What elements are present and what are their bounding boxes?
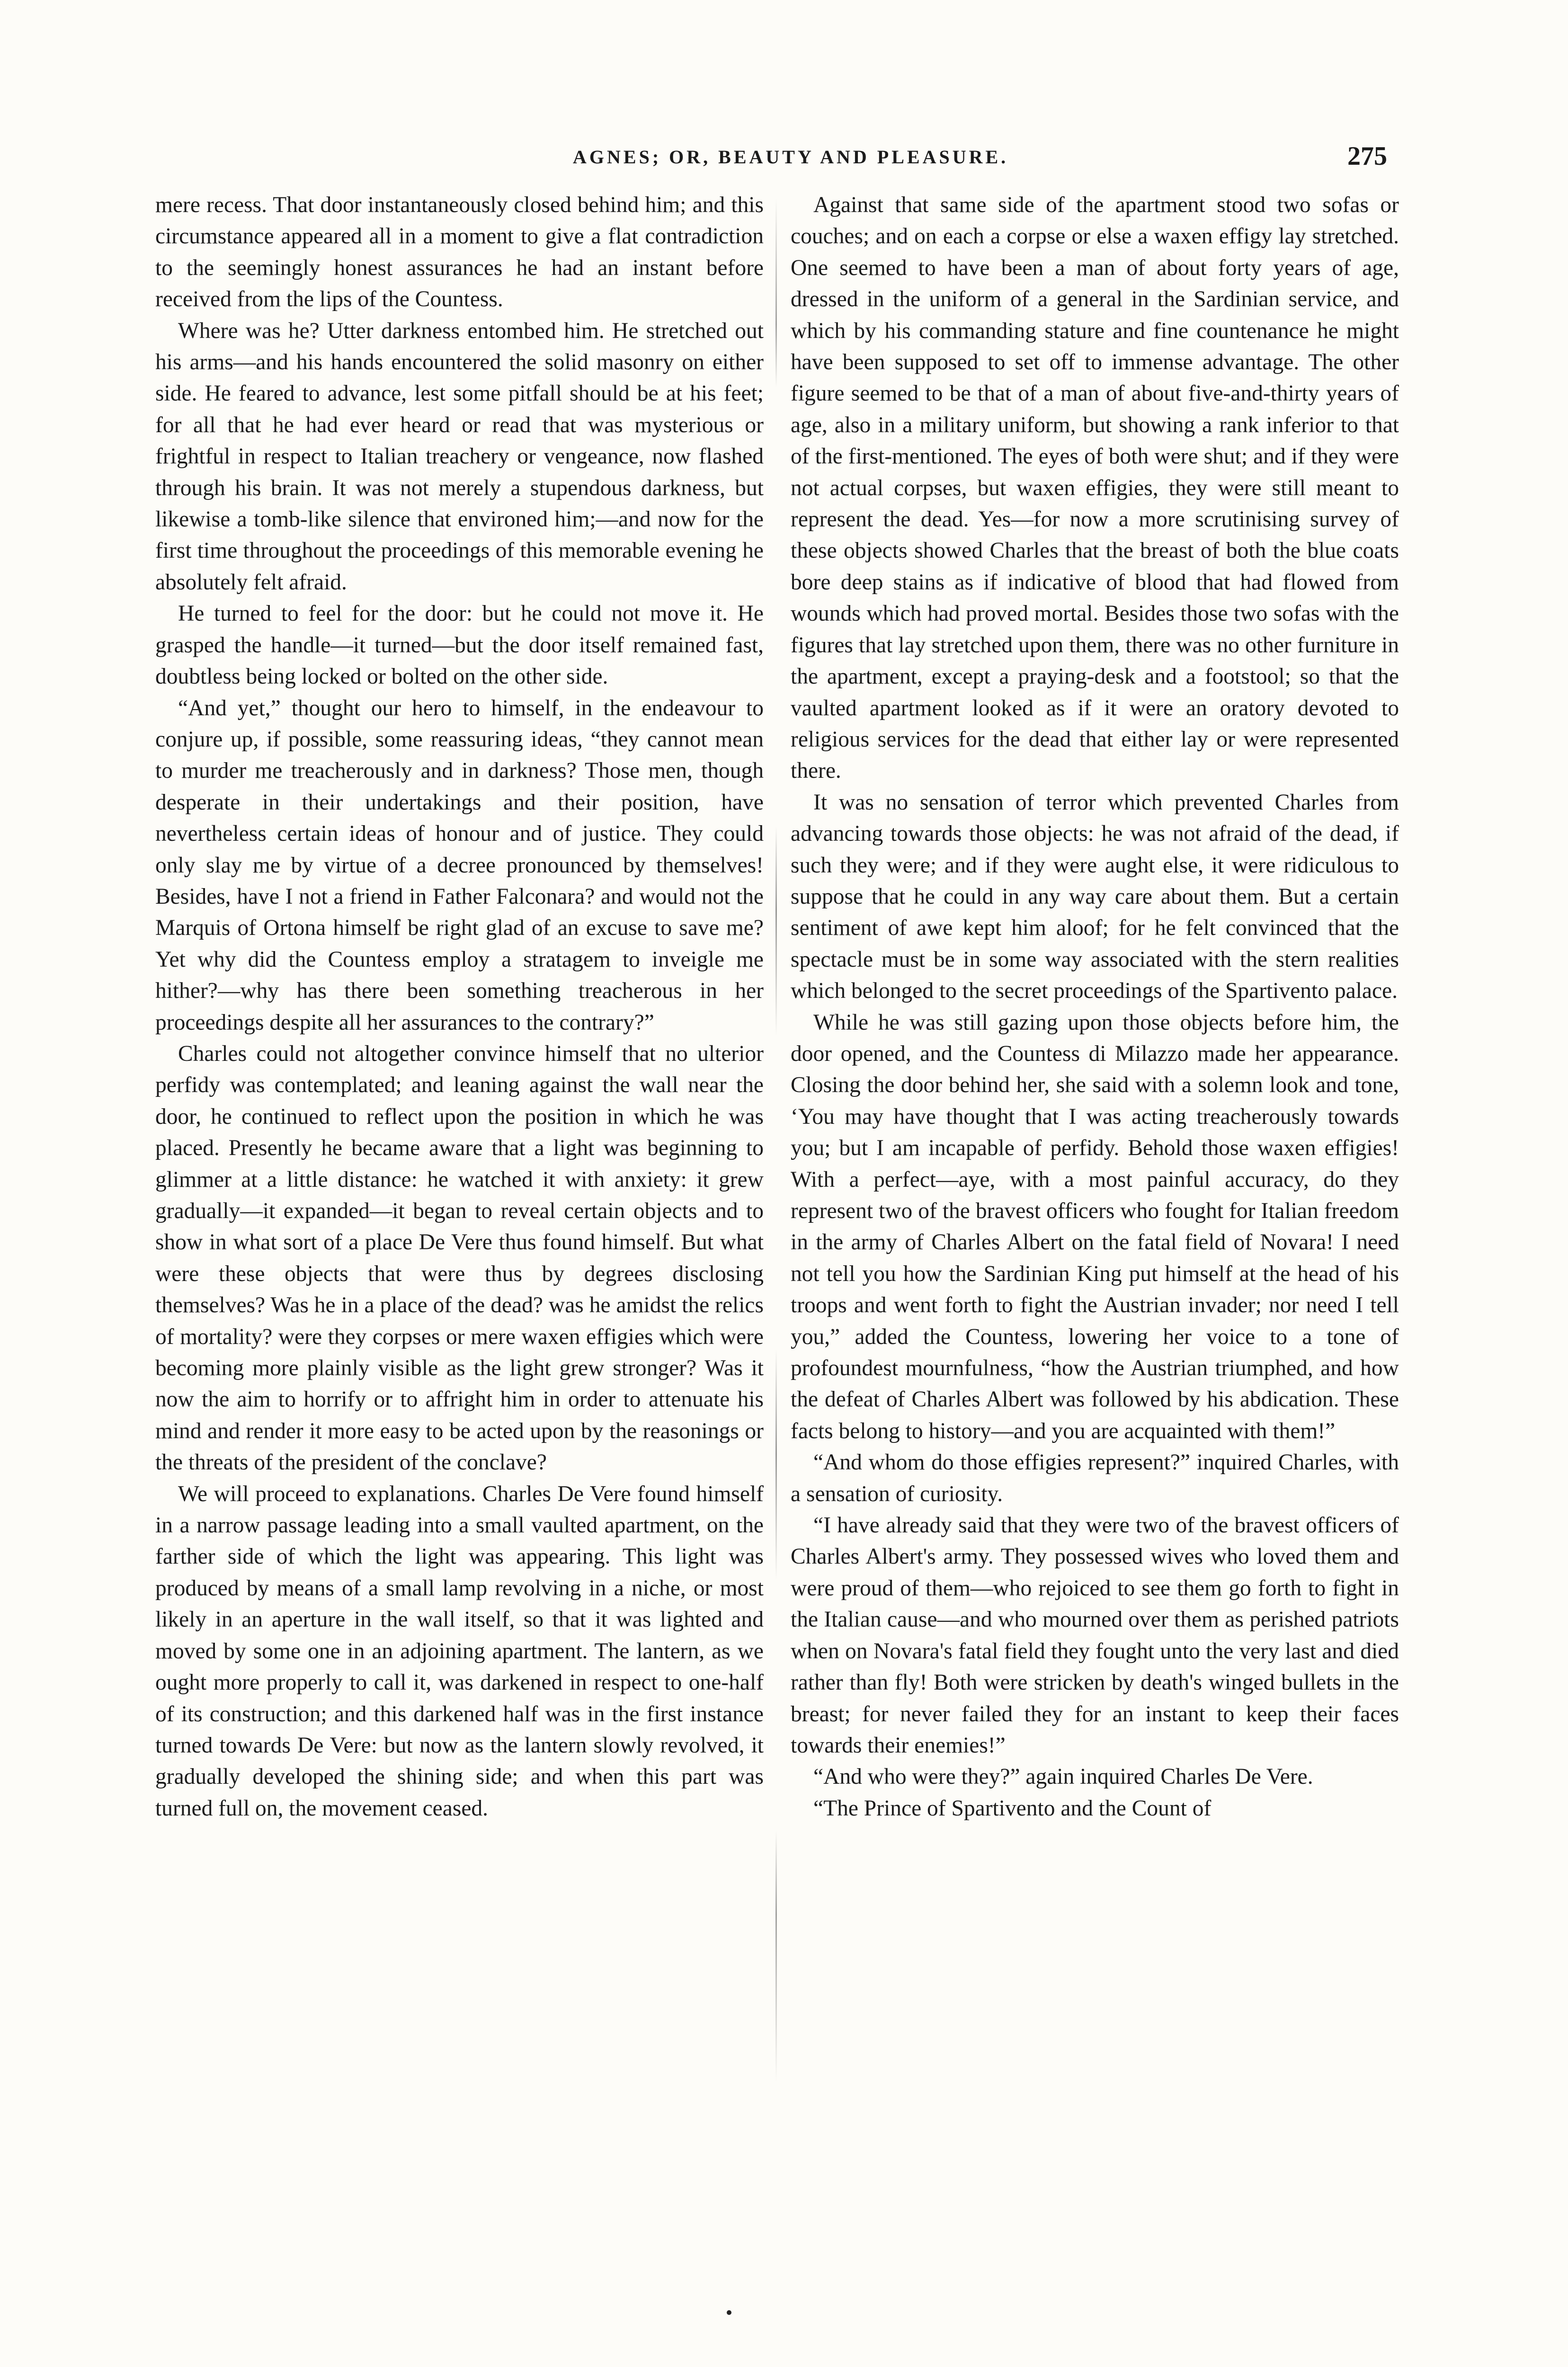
left-column — [155, 189, 764, 2320]
paragraph: “And whom do those effigies represent?” inquired Charles, with a sensation of curiosity. — [791, 1450, 1399, 1506]
paragraph: Against that same side of the apartment stood two sofas or couches; and on each a corpse or else a waxen effigy lay stretched. One seemed to have been a man of about forty years of age, dressed in the uniform of a general in the Sardinian service, and which by his commanding stature and fine countenance he might have been supposed to set off to immense advantage. The other figure seemed to be that of a man of about five-and-thirty years of age, also in a military uniform, but showing a rank inferior to that of the first-mentioned. The eyes of both were shut; and if they were not actual corpses, but waxen effigies, they were still meant to represent the dead. Yes—for now a more scrutinising survey of these objects showed Charles that the breast of both the blue coats bore deep stains as if indicative of blood that had flowed from wounds which had proved mortal. Besides those two sofas with the figures that lay stretched upon them, there was no other furniture in the apartment, except a praying-desk and a footstool; so that the vaulted apartment looked as if it were an oratory devoted to religious services for the dead that either lay or were represented there. — [791, 193, 1399, 783]
paragraph: While he was still gazing upon those objects before him, the door opened, and the Countess di Milazzo made her appearance. Closing the door behind her, she said with a solemn look and tone, ‘You may have thought that I was acting treacherously towards you; but I am incapable of perfidy. Behold those waxen effigies! With a perfect—aye, with a most painful accuracy, do they represent two of the bravest officers who fought for Italian freedom in the army of Charles Albert on the fatal field of Novara! I need not tell you how the Sardinian King put himself at the head of his troops and went forth to fight the Austrian invader; nor need I tell you,” added the Countess, lowering her voice to a tone of profoundest mournfulness, “how the Austrian triumphed, and how the defeat of Charles Albert was followed by his abdication. These facts belong to history—and you are acquainted with them!” — [791, 1010, 1399, 1443]
paragraph: “I have already said that they were two of the bravest officers of Charles Albert's army. They possessed wives who loved them and were proud of them—who rejoiced to see them go forth to fight in the Italian cause—and who mourned over them as perished patriots when on Novara's fatal field they fought unto the very last and died rather than fly! Both were stricken by death's winged bullets in the breast; for never failed they for an instant to keep their faces towards their enemies!” — [791, 1513, 1399, 1758]
paragraph: He turned to feel for the door: but he could not move it. He grasped the handle—it turned—but the door itself remained fast, doubtless being locked or bolted on the other side. — [155, 601, 764, 689]
paragraph: Where was he? Utter darkness entombed him. He stretched out his arms—and his hands encountered the solid masonry on either side. He feared to advance, lest some pitfall should be at his feet; for all that he had ever heard or read that was mysterious or frightful in respect to Italian treachery or vengeance, now flashed through his brain. It was not merely a stupendous darkness, but likewise a tomb-like silence that environed him;—and now for the first time throughout the proceedings of this memorable evening he absolutely felt afraid. — [155, 318, 764, 595]
right-column — [791, 189, 1399, 2320]
paragraph: mere recess. That door instantaneously closed behind him; and this circumstance appeared all in a moment to give a flat contradiction to the seemingly honest assurances he had an instant before received from the lips of the Countess. — [155, 193, 764, 312]
page-number: 275 — [1347, 142, 1387, 171]
running-head: AGNES; OR, BEAUTY AND PLEASURE. — [573, 146, 1009, 168]
page-header — [156, 137, 1387, 180]
paragraph: Charles could not altogether convince himself that no ulterior perfidy was contemplated; and leaning against the wall near the door, he continued to reflect upon the position in which he was placed. Presently he became aware that a light was beginning to glimmer at a little distance: he watched it with anxiety: it grew gradually—it expanded—it began to reveal certain objects and to show in what sort of a place De Vere thus found himself. But what were these objects that were thus by degrees disclosing themselves? Was he in a place of the dead? was he amidst the relics of mortality? were they corpses or mere waxen effigies which were becoming more plainly visible as the light grew stronger? Was it now the aim to horrify or to affright him in order to attenuate his mind and render it more easy to be acted upon by the reasonings or the threats of the president of the conclave? — [155, 1041, 764, 1475]
paragraph: It was no sensation of terror which prevented Charles from advancing towards those objects: he was not afraid of the dead, if such they were; and if they were aught else, it were ridiculous to suppose that he could in any way care about them. But a certain sentiment of awe kept him aloof; for he felt convinced that the spectacle must be in some way associated with the stern realities which belonged to the secret proceedings of the Spartivento palace. — [791, 790, 1399, 1004]
paragraph: We will proceed to explanations. Charles De Vere found himself in a narrow passage leading into a small vaulted apartment, on the farther side of which the light was appearing. This light was produced by means of a small lamp revolving in a niche, or most likely in an aperture in the wall itself, so that it was lighted and moved by some one in an adjoining apartment. The lantern, as we ought more properly to call it, was darkened in respect to one-half of its construction; and this darkened half was in the first instance turned towards De Vere: but now as the lantern slowly revolved, it gradually developed the shining side; and when this part was turned full on, the movement ceased. — [155, 1481, 764, 1821]
paragraph: “The Prince of Spartivento and the Count of — [813, 1796, 1212, 1821]
paragraph: “And yet,” thought our hero to himself, in the endeavour to conjure up, if possible, some reassuring ideas, “they cannot mean to murder me treacherously and in darkness? Those men, though desperate in their undertakings and their position, have nevertheless certain ideas of honour and of justice. They could only slay me by virtue of a decree pronounced by themselves! Besides, have I not a friend in Father Falconara? and would not the Marquis of Ortona himself be right glad of an excuse to save me? Yet why did the Countess employ a stratagem to inveigle me hither?—why has there been something treacherous in her proceedings despite all her assurances to the contrary?” — [155, 695, 764, 1035]
column-divider — [775, 199, 777, 2291]
ink-dot — [727, 2310, 731, 2315]
paragraph: “And who were they?” again inquired Charles De Vere. — [813, 1764, 1313, 1789]
